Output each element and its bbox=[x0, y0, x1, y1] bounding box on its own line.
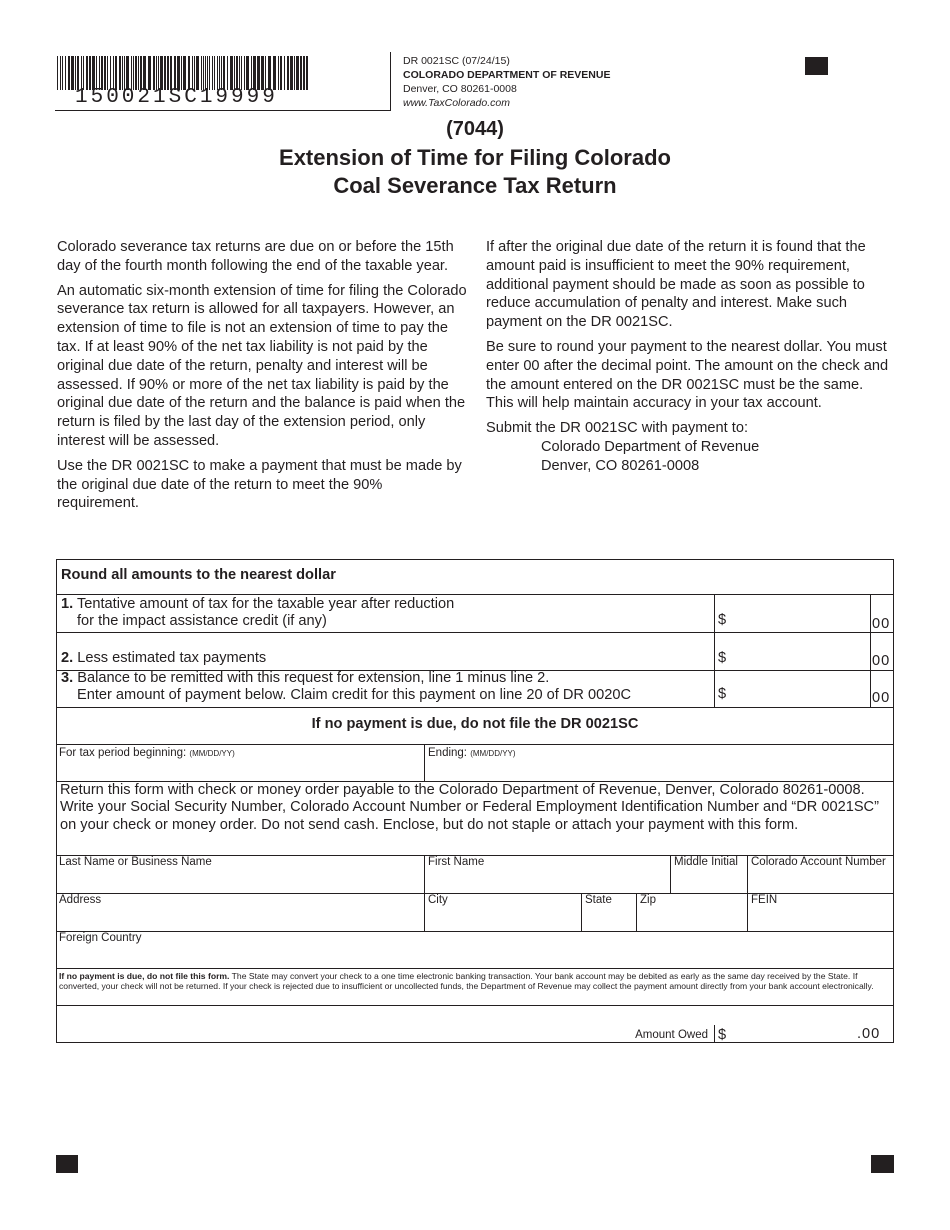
page-title-line1: Extension of Time for Filing Colorado bbox=[279, 145, 671, 170]
instruction-paragraph: Use the DR 0021SC to make a payment that must be made by the original due date of the return to meet the 90% requirement. bbox=[57, 457, 462, 512]
submit-address-name: Colorado Department of Revenue bbox=[541, 438, 760, 455]
line-2-amount-input[interactable] bbox=[732, 647, 870, 669]
label-text: Ending: bbox=[428, 747, 468, 759]
first-name-label: First Name bbox=[428, 856, 485, 868]
instruction-paragraph: An automatic six-month extension of time for filing the Colorado severance tax return is allowed for all taxpayers. However, an extension of time to file is not an extension of time to pay the tax. If at least 90% of the net tax liability is not paid by the original due date of the return, penalty and interest will be assessed. If 90% or more of the net tax liability is paid by the original due date of the return and the balance is paid when the return is filed by the last day of the extension period, only interest will be assessed. bbox=[57, 282, 467, 449]
department-city: Denver, CO 80261-0008 bbox=[403, 83, 517, 95]
instruction-paragraph: If after the original due date of the return it is found that the amount paid is insufficient to meet the 90% requirement, additional payment should be made as soon as possible to reduce accumulation of penalty and interest. Make such payment on the DR 0021SC. bbox=[486, 239, 866, 331]
date-format-hint: (MM/DD/YY) bbox=[470, 749, 516, 758]
return-instructions: Return this form with check or money order payable to the Colorado Department of Revenue, Denver, Colorado 80261-0008. Write your Social Security Number, Colorado Account Number or Federal Employment Identification Number and “DR 0021SC” on your check or money order. Do not send cash. Enclose, but do not staple or attach your payment with this form. bbox=[60, 782, 879, 833]
header-info bbox=[403, 54, 610, 110]
middle-initial-input[interactable] bbox=[675, 872, 747, 892]
account-number-input[interactable] bbox=[752, 872, 894, 892]
form-number: (7044) bbox=[446, 118, 504, 140]
line-text: Tentative amount of tax for the taxable year after reduction bbox=[76, 596, 455, 612]
header-divider-vertical bbox=[390, 52, 391, 111]
instruction-paragraph: Be sure to round your payment to the nearest dollar. You must enter 00 after the decimal point. The amount on the check and the amount entered on the DR 0021SC must be the same. This will help maintain accuracy in your tax account. bbox=[486, 338, 889, 412]
divider bbox=[893, 745, 894, 1043]
line-3-amount-input[interactable] bbox=[732, 684, 870, 706]
header-divider bbox=[55, 110, 391, 111]
line-1-label bbox=[61, 596, 454, 630]
divider bbox=[56, 968, 894, 969]
barcode-number: 150021SC19999 bbox=[75, 86, 278, 109]
first-name-input[interactable] bbox=[429, 872, 669, 892]
submit-intro: Submit the DR 0021SC with payment to: bbox=[486, 420, 749, 437]
dollar-sign: $ bbox=[718, 1027, 727, 1043]
cents: 00 bbox=[872, 690, 891, 706]
fine-print-text: The State may convert your check to a one time electronic banking transaction. Your bank account may be debited as early as the same day received by the State. If converted, your check will not be returned. If your check is rejected due to insufficient or uncollected funds, the Department of Revenue may collect the payment amount directly from your bank account electronically. bbox=[59, 971, 874, 992]
instructions-right bbox=[486, 238, 894, 476]
divider bbox=[56, 594, 894, 595]
divider bbox=[670, 855, 671, 893]
account-number-label: Colorado Account Number bbox=[751, 856, 886, 868]
last-name-label: Last Name or Business Name bbox=[59, 856, 212, 868]
divider bbox=[424, 745, 425, 781]
no-payment-note: If no payment is due, do not file the DR 0021SC bbox=[311, 716, 639, 732]
period-begin-input[interactable] bbox=[60, 762, 424, 782]
cents: .00 bbox=[857, 1026, 881, 1042]
address-label: Address bbox=[59, 894, 102, 906]
line-1-amount-input[interactable] bbox=[732, 609, 870, 631]
divider bbox=[581, 893, 582, 931]
registration-mark bbox=[871, 1155, 894, 1173]
line-text: Enter amount of payment below. Claim credit for this payment on line 20 of DR 0020C bbox=[77, 687, 632, 703]
divider bbox=[870, 594, 871, 707]
period-end-label bbox=[428, 747, 516, 759]
page-title-line2: Coal Severance Tax Return bbox=[333, 173, 617, 198]
department-name: COLORADO DEPARTMENT OF REVENUE bbox=[403, 69, 611, 81]
label-text: For tax period beginning: bbox=[59, 747, 187, 759]
foreign-country-label: Foreign Country bbox=[59, 932, 142, 944]
dollar-sign: $ bbox=[718, 650, 727, 666]
fine-print bbox=[59, 971, 891, 992]
period-begin-label bbox=[59, 747, 235, 759]
line-number: 2. bbox=[61, 650, 74, 666]
submit-address-city: Denver, CO 80261-0008 bbox=[541, 457, 700, 474]
fein-input[interactable] bbox=[752, 910, 894, 930]
zip-input[interactable] bbox=[641, 910, 747, 930]
divider bbox=[636, 893, 637, 931]
line-number: 1. bbox=[61, 596, 74, 612]
divider bbox=[56, 1005, 894, 1006]
line-2-label bbox=[61, 650, 266, 667]
line-text: Balance to be remitted with this request for extension, line 1 minus line 2. bbox=[77, 670, 550, 686]
fine-print-bold: If no payment is due, do not file this form. bbox=[59, 971, 230, 981]
instructions-left bbox=[57, 238, 467, 519]
city-label: City bbox=[428, 894, 448, 906]
divider bbox=[56, 745, 57, 1043]
divider bbox=[714, 1025, 715, 1042]
registration-mark bbox=[56, 1155, 78, 1173]
divider bbox=[56, 931, 894, 932]
line-text: for the impact assistance credit (if any) bbox=[77, 613, 327, 629]
zip-label: Zip bbox=[640, 894, 656, 906]
amount-owed-input[interactable] bbox=[732, 1024, 856, 1044]
middle-initial-label: Middle Initial bbox=[674, 856, 738, 868]
city-input[interactable] bbox=[429, 910, 581, 930]
divider bbox=[56, 632, 894, 633]
dollar-sign: $ bbox=[718, 686, 727, 702]
registration-mark bbox=[805, 57, 828, 75]
address-input[interactable] bbox=[60, 910, 424, 930]
divider bbox=[714, 594, 715, 707]
line-text: Less estimated tax payments bbox=[77, 650, 267, 666]
foreign-country-input[interactable] bbox=[60, 948, 892, 968]
fein-label: FEIN bbox=[751, 894, 778, 906]
round-note: Round all amounts to the nearest dollar bbox=[61, 567, 336, 583]
amount-owed-label: Amount Owed bbox=[635, 1029, 708, 1041]
date-format-hint: (MM/DD/YY) bbox=[189, 749, 235, 758]
dollar-sign: $ bbox=[718, 612, 727, 628]
cents: 00 bbox=[872, 653, 891, 669]
instruction-paragraph: Colorado severance tax returns are due on or before the 15th day of the fourth month following the end of the taxable year. bbox=[57, 239, 454, 274]
state-label: State bbox=[585, 894, 612, 906]
state-input[interactable] bbox=[586, 910, 636, 930]
last-name-input[interactable] bbox=[60, 872, 424, 892]
period-end-input[interactable] bbox=[429, 762, 893, 782]
barcode-image bbox=[57, 56, 311, 90]
website-link[interactable]: www.TaxColorado.com bbox=[403, 97, 510, 109]
divider bbox=[56, 707, 894, 708]
line-3-label bbox=[61, 670, 631, 704]
form-id: DR 0021SC (07/24/15) bbox=[403, 55, 510, 67]
line-number: 3. bbox=[61, 670, 74, 686]
cents: 00 bbox=[872, 616, 891, 632]
